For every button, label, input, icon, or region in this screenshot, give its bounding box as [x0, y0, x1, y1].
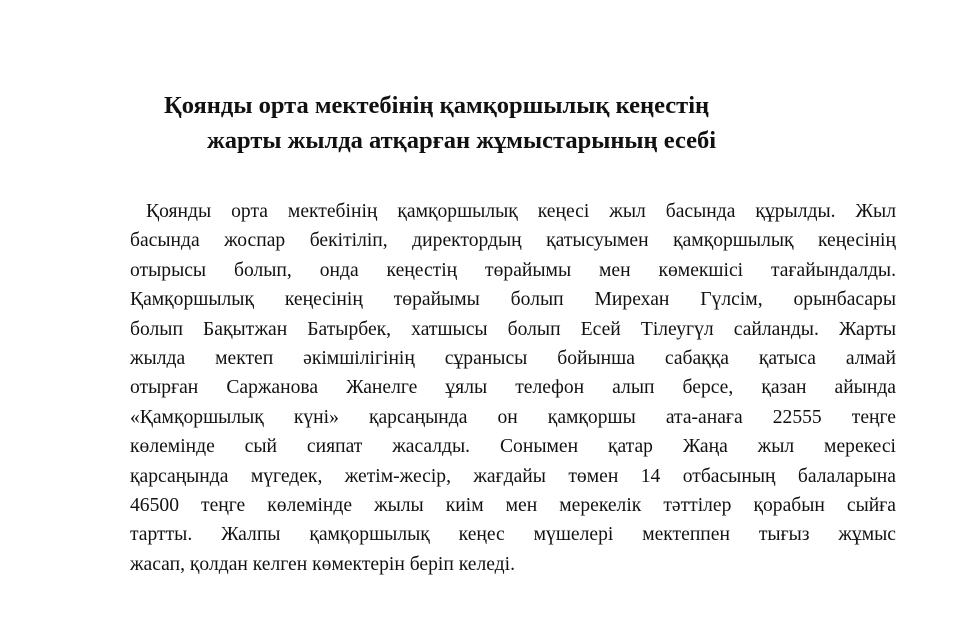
paragraph-line: отырысы болып, онда кеңестің төрайымы мен көмекшісі тағайындалды. [130, 259, 896, 281]
paragraph-line: «Қамқоршылық күні» қарсаңында он қамқоршы ата-анаға 22555 теңге [130, 406, 896, 428]
paragraph-line: жылда мектеп әкімшілігінің сұранысы бойынша сабаққа қатыса алмай [130, 347, 896, 369]
paragraph-line: қарсаңында мүгедек, жетім-жесір, жағдайы төмен 14 отбасының балаларына [130, 465, 896, 487]
paragraph-line: басында жоспар бекітіліп, директордың қатысуымен қамқоршылық кеңесінің [130, 230, 896, 252]
title-line-2: жарты жылда атқарған жұмыстарының есебі [207, 127, 717, 154]
report-paragraph [130, 197, 896, 579]
paragraph-line: тартты. Жалпы қамқоршылық кеңес мүшелері мектеппен тығыз жұмыс [130, 524, 896, 546]
paragraph-line: отырған Саржанова Жанелге ұялы телефон алып берсе, қазан айында [130, 377, 896, 399]
paragraph-line: жасап, қолдан келген көмектерін беріп келеді. [130, 553, 515, 575]
paragraph-line: көлемінде сый сияпат жасалды. Сонымен қатар Жаңа жыл мерекесі [130, 436, 896, 458]
paragraph-line: Қамқоршылық кеңесінің төрайымы болып Мирехан Гүлсім, орынбасары [130, 289, 896, 311]
paragraph-line: болып Бақытжан Батырбек, хатшысы болып Есей Тілеугүл сайланды. Жарты [130, 318, 896, 340]
paragraph-line: Қоянды орта мектебінің қамқоршылық кеңесі жыл басында құрылды. Жыл [146, 201, 896, 222]
title-line-1: Қоянды орта мектебінің қамқоршылық кеңестің [164, 92, 710, 119]
paragraph-line: 46500 теңге көлемінде жылы киім мен мерекелік тәттілер қорабын сыйға [130, 494, 896, 516]
